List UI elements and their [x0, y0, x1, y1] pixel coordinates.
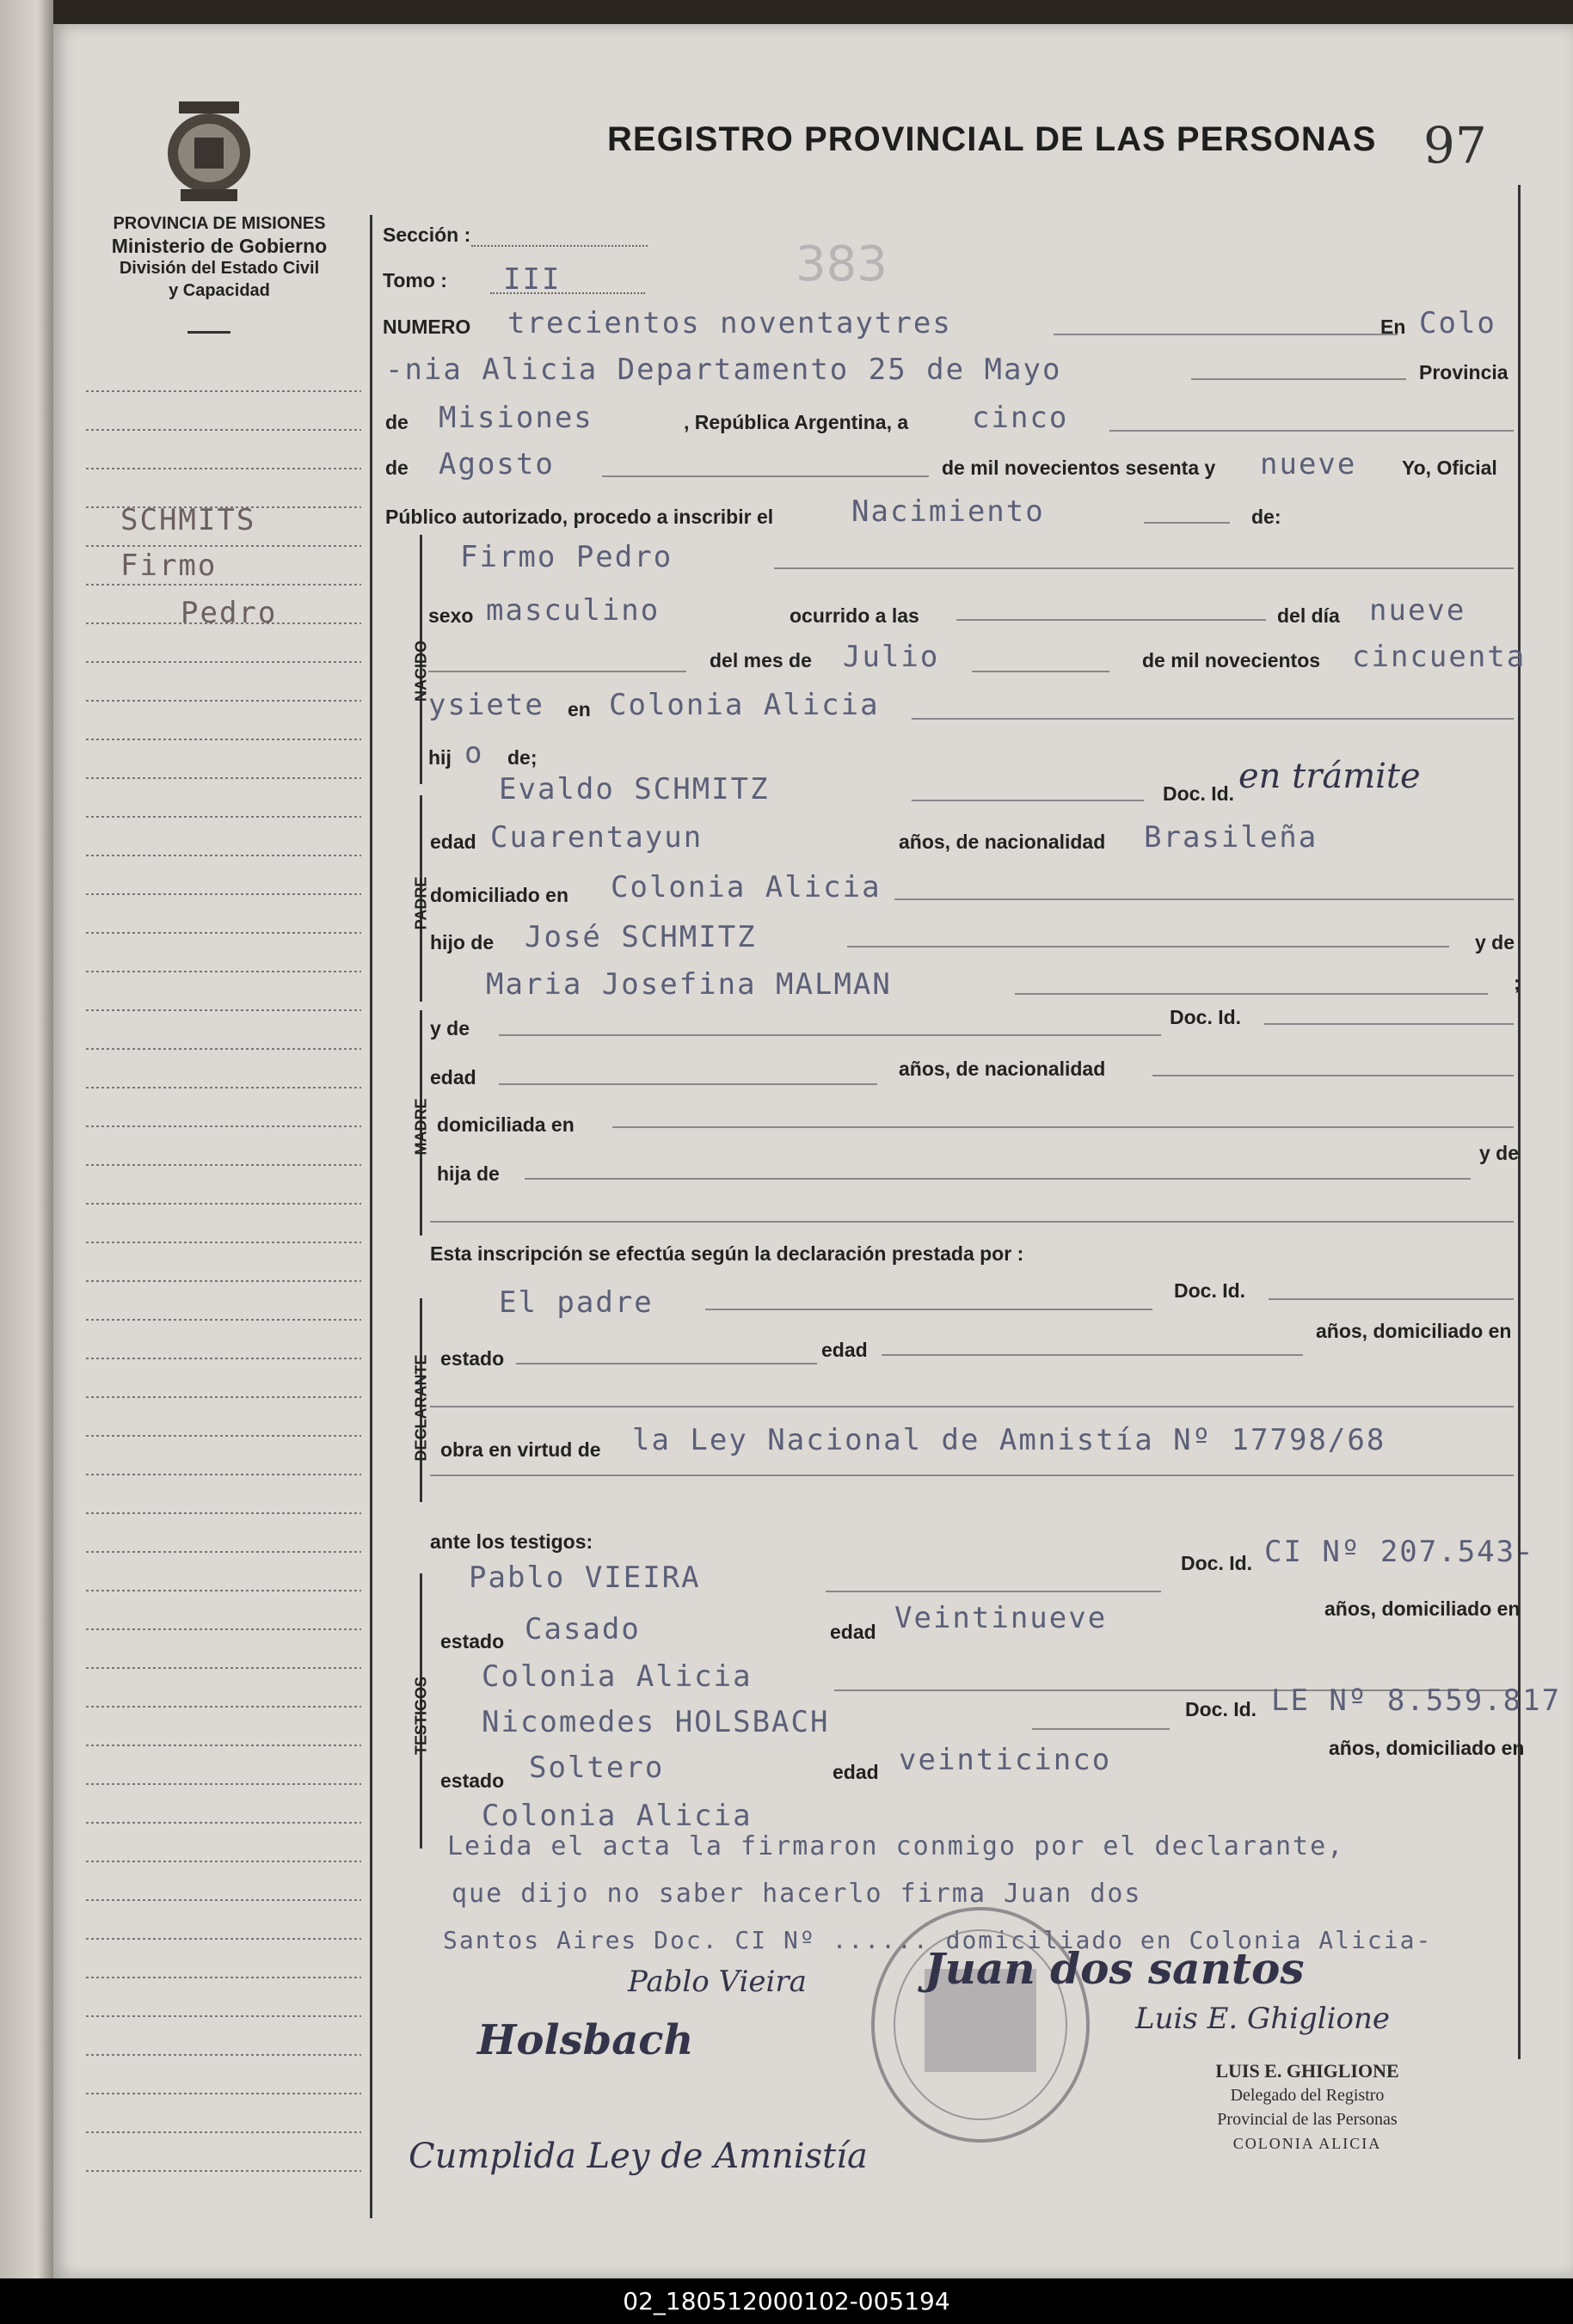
margin-name1: Firmo: [120, 549, 218, 583]
main-left-rule: [370, 215, 372, 2218]
label-en: En: [1380, 316, 1406, 338]
closing-line3: Santos Aires Doc. CI Nº ...... domiciliado en Colonia Alicia-: [443, 1926, 1433, 1954]
madre-doc-fill: [1264, 1023, 1514, 1025]
label-y-de: y de: [1475, 931, 1515, 954]
hija-de-fill: [525, 1178, 1471, 1180]
madre-name-fill: [499, 1034, 1161, 1036]
label-anos-dom-t2: años, domiciliado en: [1329, 1737, 1525, 1759]
label-provincia: Provincia: [1419, 361, 1508, 383]
value-lugar: Colonia Alicia: [609, 688, 880, 722]
amnistia-note: Cumplida Ley de Amnistía: [409, 2137, 868, 2176]
value-t1-estado: Casado: [525, 1612, 641, 1646]
label-anos-dom-t1: años, domiciliado en: [1324, 1597, 1521, 1620]
label-inscripcion: Esta inscripción se efectúa según la declaración prestada por :: [430, 1242, 1024, 1265]
madre-dom-fill: [612, 1126, 1514, 1128]
signature-luis: Luis E. Ghiglione: [1135, 2002, 1390, 2036]
value-t2-dom: Colonia Alicia: [482, 1799, 753, 1833]
madre-extra-fill: [430, 1221, 1514, 1223]
seccion-line: [471, 245, 648, 247]
label-ocurrido: ocurrido a las: [790, 604, 919, 627]
label-de-semi: de;: [507, 746, 538, 769]
section-declarante: DECLARANTE: [412, 1354, 430, 1462]
value-tomo: III: [503, 262, 562, 297]
label-tomo: Tomo :: [383, 269, 447, 291]
label-anos-dom-declarante: años, domiciliado en: [1316, 1320, 1512, 1342]
declarante-fill: [705, 1309, 1152, 1310]
margin-name2: Pedro: [181, 596, 278, 630]
value-t2-estado: Soltero: [529, 1751, 665, 1785]
value-a: cinco: [972, 401, 1069, 435]
value-mes: Agosto: [439, 447, 555, 481]
label-dom-madre: domiciliada en: [437, 1113, 575, 1136]
official-name: LUIS E. GHIGLIONE: [1215, 2060, 1399, 2082]
page-number: 97: [1423, 116, 1487, 175]
value-t2-edad: veinticinco: [899, 1743, 1112, 1777]
signature-juan: Juan dos santos: [925, 1943, 1305, 1994]
label-doc-t1: Doc. Id.: [1181, 1552, 1253, 1574]
abuelo-fill: [847, 946, 1449, 947]
a-fill: [1109, 430, 1514, 432]
label-doc-t2: Doc. Id.: [1185, 1698, 1257, 1720]
label-obra: obra en virtud de: [440, 1438, 601, 1461]
value-t1: Pablo VIEIRA: [469, 1561, 701, 1595]
label-republica: , República Argentina, a: [684, 411, 909, 433]
official-place: COLONIA ALICIA: [1232, 2135, 1382, 2152]
image-caption: 02_180512000102-005194: [623, 2287, 950, 2315]
margin-ruled-lines: [86, 378, 366, 2184]
value-t1-doc: CI Nº 207.543-: [1264, 1535, 1535, 1569]
label-sexo: sexo: [428, 604, 474, 627]
section-nacido: NACIDO: [412, 641, 430, 702]
value-abuelo: José SCHMITZ: [525, 920, 757, 954]
label-de-colon: de:: [1251, 506, 1281, 528]
label-doc-madre: Doc. Id.: [1170, 1006, 1242, 1028]
value-en1: Colo: [1419, 306, 1496, 340]
t1-fill: [826, 1591, 1161, 1592]
section-madre: MADRE: [412, 1098, 430, 1156]
label-mil-sesenta: de mil novecientos sesenta y: [942, 457, 1216, 479]
value-provincia: Misiones: [439, 401, 593, 435]
value-numero: trecientos noventaytres: [507, 306, 952, 340]
label-edad-madre: edad: [430, 1066, 476, 1088]
label-doc-declarante: Doc. Id.: [1174, 1279, 1246, 1302]
declarante-dom-fill: [430, 1406, 1514, 1407]
value-padre-edad: Cuarentayun: [490, 820, 704, 855]
value-nombre: Firmo Pedro: [460, 540, 673, 574]
madre-edad-fill: [499, 1083, 877, 1085]
org-line1: PROVINCIA DE MISIONES: [113, 214, 326, 233]
mes-fill: [602, 475, 929, 477]
value-padre-doc: en trámite: [1238, 757, 1421, 796]
signature-pablo: Pablo Vieira: [628, 1965, 807, 1999]
org-line3: División del Estado Civil: [119, 259, 320, 278]
label-y-de-hija: y de: [1479, 1142, 1520, 1164]
value-padre: Evaldo SCHMITZ: [499, 772, 770, 806]
value-t2: Nicomedes HOLSBACH: [482, 1705, 830, 1739]
label-estado-t2: estado: [440, 1769, 505, 1792]
value-abuela: Maria Josefina MALMAN: [486, 967, 892, 1002]
label-del-dia: del día: [1277, 604, 1340, 627]
label-seccion: Sección :: [383, 224, 471, 246]
declarante-estado-fill: [516, 1363, 817, 1364]
label-de-2: de: [385, 457, 409, 479]
main-right-rule: [1518, 185, 1521, 2059]
inscribir-fill: [1144, 522, 1230, 524]
value-declarante: El padre: [499, 1285, 654, 1320]
label-edad-declarante: edad: [821, 1339, 868, 1361]
book-left-page: [0, 0, 53, 2278]
value-en2: -nia Alicia Departamento 25 de Mayo: [385, 353, 1062, 387]
declarante-doc-fill: [1269, 1298, 1514, 1300]
registry-seal-stamp: [864, 1900, 1097, 2149]
value-inscribir: Nacimiento: [851, 494, 1045, 529]
margin-surname: SCHMITS: [120, 503, 256, 537]
value-dia: nueve: [1369, 593, 1466, 628]
label-ante: ante los testigos:: [430, 1530, 593, 1553]
org-divider: [187, 331, 230, 334]
padre-fill: [912, 800, 1144, 801]
value-ano-nac2: ysiete: [428, 688, 544, 722]
margin-number: 383: [796, 236, 888, 292]
label-yo-oficial: Yo, Oficial: [1402, 457, 1497, 479]
label-mil-novecientos: de mil novecientos: [1142, 649, 1321, 671]
numero-fill: [1054, 334, 1398, 335]
tomo-line: [490, 292, 645, 294]
section-padre: PADRE: [412, 876, 430, 930]
label-del-mes: del mes de: [710, 649, 812, 671]
closing-line1: Leida el acta la firmaron conmigo por el declarante,: [447, 1831, 1345, 1861]
label-anos-nac-padre: años, de nacionalidad: [899, 831, 1106, 853]
label-edad-t1: edad: [830, 1621, 876, 1643]
value-obra: la Ley Nacional de Amnistía Nº 17798/68: [632, 1423, 1386, 1457]
value-ano: nueve: [1260, 447, 1357, 481]
label-estado-declarante: estado: [440, 1347, 505, 1370]
padre-dom-fill: [894, 898, 1514, 900]
label-estado-t1: estado: [440, 1630, 505, 1653]
label-hija-de: hija de: [437, 1162, 500, 1185]
label-doc-padre: Doc. Id.: [1163, 782, 1235, 805]
value-t1-edad: Veintinueve: [894, 1601, 1108, 1635]
value-sexo: masculino: [486, 593, 661, 628]
official-role2: Provincial de las Personas: [1217, 2110, 1398, 2129]
label-edad-t2: edad: [833, 1761, 879, 1783]
signature-holsbach: Holsbach: [477, 2016, 694, 2064]
value-padre-nac: Brasileña: [1144, 820, 1318, 855]
madre-nac-fill: [1152, 1075, 1514, 1076]
label-anos-nac-madre: años, de nacionalidad: [899, 1058, 1106, 1080]
label-de-1: de: [385, 411, 409, 433]
mes-nac-prefill: [428, 671, 686, 672]
value-t2-doc: LE Nº 8.559.817: [1271, 1683, 1562, 1718]
label-dom-padre: domiciliado en: [430, 884, 569, 906]
ocurrido-fill: [956, 619, 1266, 621]
section-testigos: TESTIGOS: [412, 1677, 430, 1756]
label-numero: NUMERO: [383, 316, 471, 338]
label-hij: hij: [428, 746, 452, 769]
en2-fill: [1191, 378, 1406, 380]
label-publico: Público autorizado, procedo a inscribir el: [385, 506, 774, 528]
value-ano-nac1: cincuenta: [1352, 640, 1527, 674]
lugar-fill: [912, 718, 1514, 720]
closing-line2: que dijo no saber hacerlo firma Juan dos: [452, 1879, 1142, 1909]
nombre-fill: [774, 567, 1514, 569]
value-hij: o: [464, 736, 484, 770]
value-t1-dom: Colonia Alicia: [482, 1659, 753, 1694]
value-padre-dom: Colonia Alicia: [611, 870, 882, 904]
page-title: REGISTRO PROVINCIAL DE LAS PERSONAS: [607, 120, 1377, 158]
label-y-de-madre: y de: [430, 1017, 470, 1039]
official-role1: Delegado del Registro: [1230, 2086, 1385, 2105]
abuela-fill: [1015, 993, 1488, 995]
obra-fill: [430, 1475, 1514, 1476]
mes-nac-fill: [972, 671, 1109, 672]
value-mes-nac: Julio: [843, 640, 940, 674]
org-line4: y Capacidad: [169, 281, 270, 300]
org-line2: Ministerio de Gobierno: [111, 235, 328, 257]
declarante-edad-fill: [882, 1354, 1303, 1356]
label-en-lugar: en: [568, 698, 591, 721]
label-hijo-de: hijo de: [430, 931, 495, 954]
label-semicolon: ;: [1514, 972, 1521, 994]
t2-fill: [1032, 1728, 1170, 1730]
label-edad-padre: edad: [430, 831, 476, 853]
coat-of-arms-emblem: [162, 96, 256, 206]
